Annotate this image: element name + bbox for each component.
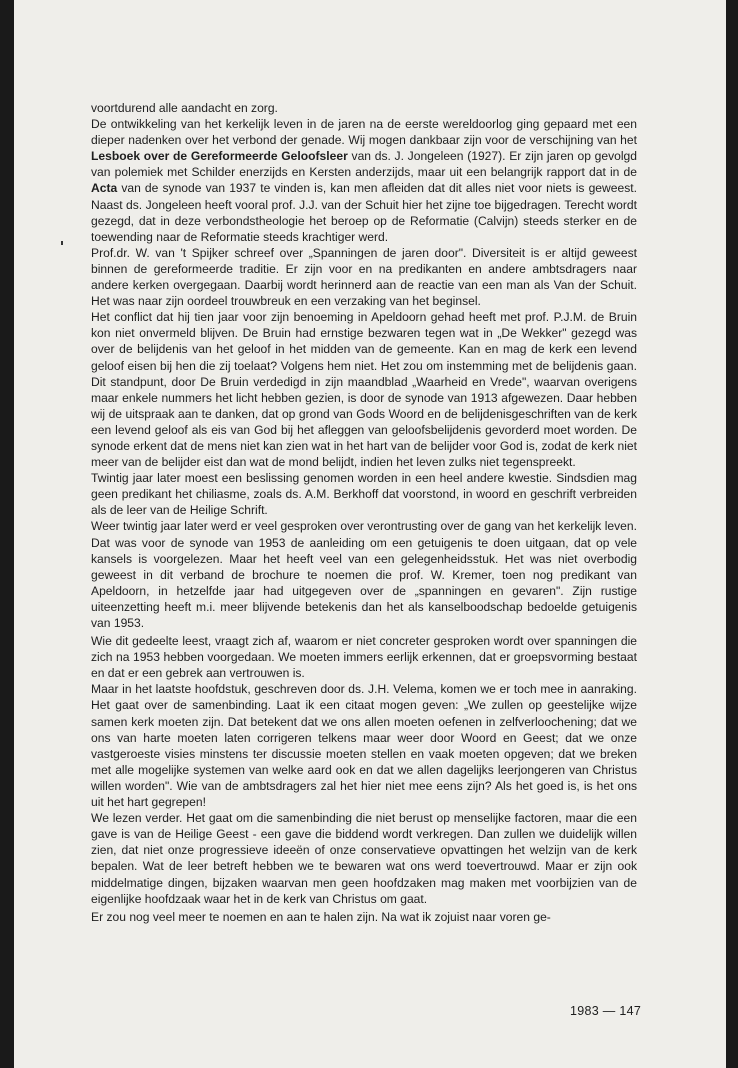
margin-mark [61,241,63,245]
paragraph: Wie dit gedeelte leest, vraagt zich af, waarom er niet concreter gesproken wordt over spanningen die zich na 1953 hebben voorgedaan. We moeten immers eerlijk erkennen, dat er groepsvorming bestaat en dat er een gebrek aan vertrouwen is. [91,634,637,681]
text-run: van de synode van 1937 te vinden is, kan men afleiden dat dit alles niet voor niets is geweest. Naast ds. Jongeleen heeft vooral prof. J.J. van der Schuit hier het zijne toe bijgedragen. Terecht wordt gezegd, dat in deze verbondstheologie het beroep op de Reformatie (Calvijn) steeds sterker en de toewending naar de Reformatie steeds krachtiger werd. [91,181,637,244]
paragraph: Het conflict dat hij tien jaar voor zijn benoeming in Apeldoorn gehad heeft met prof. P.J.M. de Bruin kon niet onvermeld blijven. De Bruin had ernstige bezwaren tegen wat in „De Wekker" gezegd was over de belijdenis van het geloof in het midden van de gemeente. Kan en mag de kerk een levend geloof eisen bij hen die zij toelaat? Volgens hem niet. Het zou om instemming met de belijdenis gaan. Dit standpunt, door De Bruin verdedigd in zijn maandblad „Waarheid en Vrede", waarvan overigens maar enkele nummers het licht hebben gezien, is door de synode van 1913 afgewezen. Daar hebben wij de uitspraak aan te danken, dat op grond van Gods Woord en de belijdenisgeschriften van de kerk een levend geloof als eis van God bij het afleggen van geloofsbelijdenis gevorderd moet worden. De synode erkent dat de mens niet kan zien wat in het hart van de belijder voor God is, zodat de kerk niet meer van de belijder eist dan wat de mond belijdt, indien het leven zulks niet tegenspreekt. [91,310,637,470]
paragraph: Twintig jaar later moest een beslissing genomen worden in een heel andere kwestie. Sindsdien mag geen predikant het chiliasme, zoals ds. A.M. Berkhoff dat voorstond, in woord en geschrift verbreiden als de leer van de Heilige Schrift. [91,471,637,518]
paragraph: Maar in het laatste hoofdstuk, geschreven door ds. J.H. Velema, komen we er toch mee in aanraking. Het gaat over de samenbinding. Laat ik een citaat mogen geven: „We zullen op geestelijke wijze samen kerk moeten zijn. Dat betekent dat we ons allen moeten oefenen in zelfverloochening; dat we ons van harte moeten laten corrigeren telkens maar weer door Woord en Geest; dat we onze vastgeroeste visies minstens ter discussie moeten stellen en vaak moeten opgeven; dat we breken met alle mogelijke systemen van welke aard ook en dat we allen dagelijks leerjongeren van Christus willen worden". Wie van de ambtsdragers zal het hier niet mee eens zijn? Als het goed is, is het ons uit het hart gegrepen! [91,682,637,810]
paragraph: voortdurend alle aandacht en zorg. [91,101,278,115]
paragraph: Prof.dr. W. van 't Spijker schreef over „Spanningen de jaren door". Diversiteit is er altijd geweest binnen de gereformeerde traditie. Er zijn voor en na predikanten en andere ambtsdragers naar andere kerken overgegaan. Daarbij wordt herinnerd aan de reactie van een man als Van der Schuit. Het was naar zijn oordeel trouwbreuk en een verzaking van het beginsel. [91,245,637,309]
page-number: 1983 — 147 [570,1004,642,1018]
paragraph: Er zou nog veel meer te noemen en aan te halen zijn. Na wat ik zojuist naar voren ge- [91,909,551,924]
paragraph: Weer twintig jaar later werd er veel gesproken over verontrusting over de gang van het kerkelijk leven. Dat was voor de synode van 1953 de aanleiding om een getuigenis te doen uitgaan, dat op vele kansels is voorgelezen. Maar het heeft veel van een gelegenheidsstuk. Het was niet overbodig geweest in dit verband de brochure te noemen die prof. W. Kremer, toen nog predikant van Apeldoorn, in hetzelfde jaar had uitgegeven over de „spanningen en gevaren". Zijn rustige uiteenzetting heeft m.i. meer blijvende betekenis dan het als kanselboodschap bedoelde getuigenis van 1953. [91,519,637,630]
document-page [14,0,726,1068]
bold-title: Lesboek over de Gereformeerde Geloofsleer [91,149,348,164]
paragraph [91,116,637,245]
bold-title: Acta [91,181,118,196]
body-text [91,100,637,925]
text-run: De ontwikkeling van het kerkelijk leven in de jaren na de eerste wereldoorlog ging gepaard met een dieper nadenken over het verbond der genade. Wij mogen dankbaar zijn voor de verschijning van het [91,117,637,148]
paragraph: We lezen verder. Het gaat om die samenbinding die niet berust op menselijke factoren, maar die een gave is van de Heilige Geest - een gave die biddend wordt verkregen. Dan zullen we duidelijk willen zien, dat niet onze progressieve ideeën of onze conservatieve opvattingen het welzijn van de kerk bepalen. Wat de leer betreft hebben we te bewaren wat ons werd toevertrouwd. Maar er zijn ook middelmatige dingen, bijzaken waarvan men geen hoofdzaken mag maken met voorbijzien van de eigenlijke hoofdzaak waar het in de kerk van Christus om gaat. [91,811,637,906]
text-run: van ds. J. Jongeleen (1927). Er zijn jaren op gevolgd van polemiek met Schilder enerzijds en Kersten anderzijds, maar uit een belangrijk rapport dat in de [91,149,637,180]
